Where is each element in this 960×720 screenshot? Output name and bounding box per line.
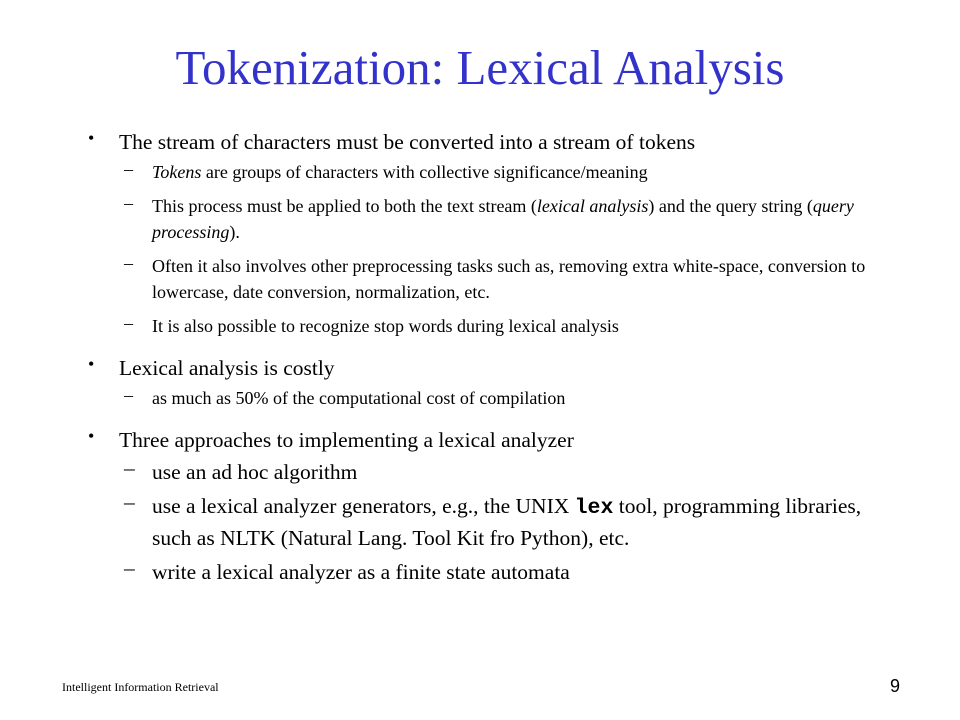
code-lex: lex	[574, 496, 614, 520]
bullet-3-sub-3	[88, 557, 888, 587]
footer-course-title: Intelligent Information Retrieval	[62, 680, 219, 694]
term-tokens: Tokens	[152, 162, 202, 182]
bullet-1-sub-2-part-1: This process must be applied to both the text stream (	[152, 196, 537, 216]
dash-icon: –	[124, 313, 133, 333]
bullet-3-sub-1	[88, 457, 888, 487]
dash-icon: –	[124, 159, 133, 179]
dash-icon: –	[124, 193, 133, 213]
bullet-2	[88, 353, 888, 383]
bullet-1-text: The stream of characters must be converted into a stream of tokens	[119, 130, 696, 154]
bullet-dot-icon: •	[88, 354, 95, 374]
bullet-1	[88, 127, 888, 157]
bullet-1-sub-3	[88, 253, 888, 305]
slide-title: Tokenization: Lexical Analysis	[175, 40, 785, 95]
bullet-1-sub-4-text: It is also possible to recognize stop words during lexical analysis	[152, 316, 619, 336]
bullet-1-sub-4	[88, 313, 888, 339]
bullet-dot-icon: •	[88, 426, 95, 446]
page-number: 9	[889, 676, 900, 696]
dash-icon: –	[124, 556, 135, 580]
bullet-1-sub-2-part-2: ) and the query string (	[648, 196, 813, 216]
bullet-1-sub-3-text: Often it also involves other preprocessing tasks such as, removing extra white-space, conversion to lowercase, date conversion, normalization, etc.	[152, 256, 866, 302]
dash-icon: –	[124, 253, 133, 273]
slide-content	[88, 124, 888, 591]
bullet-2-text: Lexical analysis is costly	[119, 356, 335, 380]
bullet-3-text: Three approaches to implementing a lexical analyzer	[119, 428, 574, 452]
term-query-processing: query processing	[152, 196, 854, 242]
bullet-1-sub-1	[88, 159, 888, 185]
bullet-1-sub-1-text: are groups of characters with collective significance/meaning	[201, 162, 648, 182]
bullet-3-sub-2-part-1: use a lexical analyzer generators, e.g., the UNIX	[152, 494, 575, 518]
bullet-2-sub-1	[88, 385, 888, 411]
dash-icon: –	[124, 385, 133, 405]
bullet-1-sub-2-part-3: ).	[229, 222, 240, 242]
dash-icon: –	[124, 456, 135, 480]
bullet-3-sub-3-text: write a lexical analyzer as a finite state automata	[152, 560, 570, 584]
term-lexical-analysis: lexical analysis	[536, 196, 649, 216]
dash-icon: –	[124, 490, 135, 514]
bullet-3-sub-1-text: use an ad hoc algorithm	[152, 460, 358, 484]
bullet-3	[88, 425, 888, 455]
bullet-1-sub-2	[88, 193, 888, 245]
bullet-dot-icon: •	[88, 128, 95, 148]
bullet-2-sub-1-text: as much as 50% of the computational cost of compilation	[152, 388, 566, 408]
bullet-3-sub-2	[88, 491, 888, 553]
bullet-3-sub-2-part-2: tool, programming libraries, such as NLTK (Natural Lang. Tool Kit fro Python), etc.	[152, 494, 862, 550]
